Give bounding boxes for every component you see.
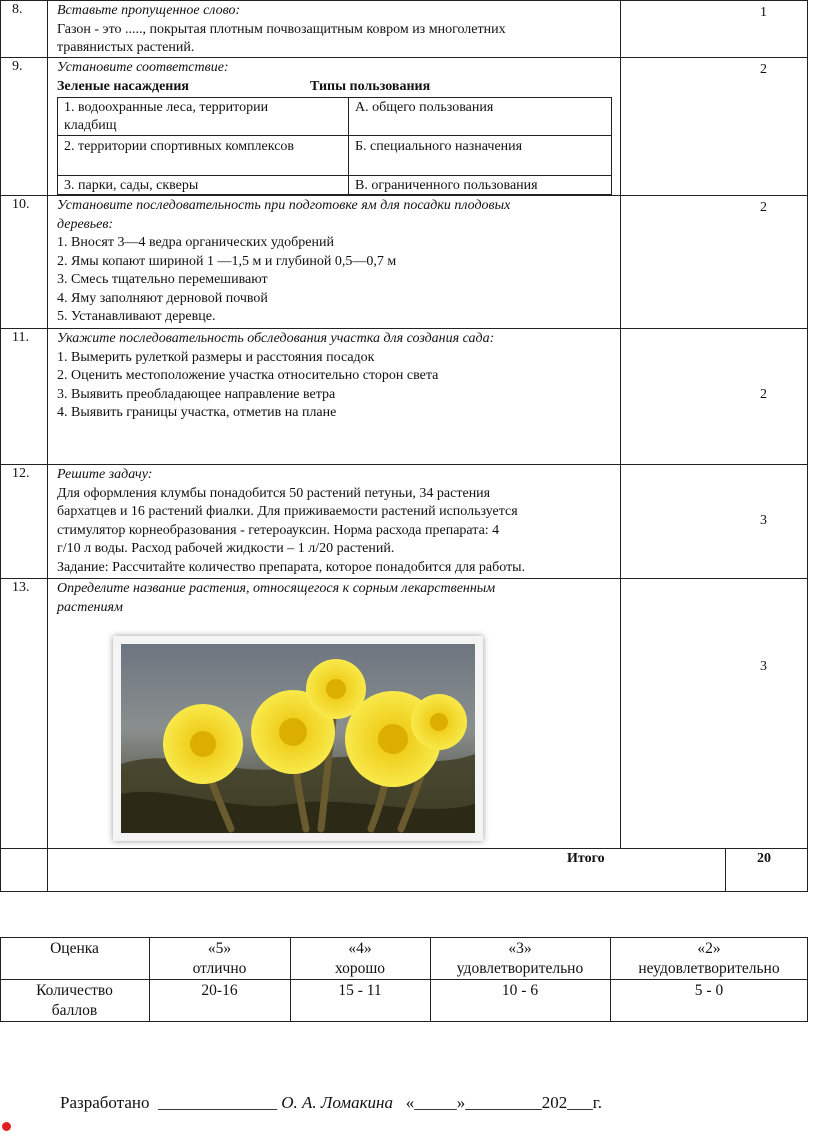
row-number: 9. [12, 59, 23, 74]
grade-mark-name: неудовлетворительно [638, 960, 780, 977]
matching-item-1 [64, 99, 344, 135]
table-border-content [620, 0, 621, 848]
task-line: Задание: Рассчитайте количество препарата, которое понадобится для работы. [57, 559, 526, 575]
table-row-11 [0, 328, 808, 465]
points-label: Количество [36, 982, 113, 999]
task-title: Вставьте пропущенное слово: [57, 3, 241, 18]
table-border-score [725, 848, 726, 891]
task-line: 4. Яму заполняют дерновой почвой [57, 290, 268, 306]
grade-mark: «2» [697, 940, 721, 957]
matching-item-3: 3. парки, сады, скверы [64, 178, 199, 193]
task-line: 2. Ямы копают шириной 1 —1,5 м и глубиной 0,5—0,7 м [57, 253, 397, 269]
task-title: Укажите последовательность обследования участка для создания сада: [57, 331, 495, 346]
task-line: г/10 л воды. Расход рабочей жидкости – 1 л/20 растений. [57, 541, 395, 556]
grade-mark-name: отлично [192, 960, 247, 977]
row-number: 8. [12, 2, 23, 17]
task-title: Установите соответствие: [57, 60, 229, 75]
matching-left-text: 1. водоохранные леса, территории [64, 100, 269, 115]
points-4: 15 - 11 [338, 982, 382, 999]
task-line: 3. Выявить преобладающее направление ветра [57, 386, 336, 402]
matching-left-header: Зеленые насаждения [57, 78, 189, 94]
task-line: Газон - это ....., покрытая плотным почвозащитным ковром из многолетних [57, 21, 506, 37]
grade-mark: «5» [207, 940, 232, 957]
row-score: 3 [760, 659, 767, 674]
row-number: 12. [12, 466, 30, 481]
task-title-cont: деревьев: [57, 216, 114, 232]
signature-blank: ______________ [157, 1093, 277, 1112]
matching-type-a: А. общего пользования [355, 100, 494, 115]
task-line: стимулятор корнеобразования - гетероауксин. Норма расхода препарата: 4 [57, 522, 500, 538]
table-row-8 [0, 0, 808, 58]
grading-table [0, 937, 808, 1022]
coltsfoot-flower-photo [113, 636, 483, 841]
task-line: 1. Вымерить рулеткой размеры и расстояния посадок [57, 349, 375, 365]
grade-mark: «4» [348, 940, 372, 957]
developed-by-label: Разработано [60, 1093, 150, 1112]
total-row [0, 848, 808, 892]
points-3: 10 - 6 [501, 982, 539, 999]
points-row-label [0, 981, 149, 1021]
matching-headers [57, 78, 617, 96]
matching-type-c: В. ограниченного пользования [355, 178, 538, 193]
total-value: 20 [757, 851, 771, 866]
row-score: 2 [760, 200, 767, 215]
points-5: 20-16 [201, 982, 238, 999]
row-score: 3 [760, 513, 767, 528]
task-line: 2. Оценить местоположение участка относительно сторон света [57, 368, 439, 383]
author-name: О. А. Ломакина [281, 1093, 393, 1112]
table-border-num [47, 0, 48, 891]
task-title: Решите задачу: [57, 467, 153, 482]
grade-header-label: Оценка [50, 940, 99, 957]
table-row-10 [0, 195, 808, 329]
task-title: Определите название растения, относящегося к сорным лекарственным [57, 581, 496, 596]
task-line: 5. Устанавливают деревце. [57, 309, 216, 324]
row-number: 11. [12, 330, 29, 345]
table-border-left [0, 0, 1, 891]
task-title-cont: растениям [57, 599, 123, 615]
row-content [57, 580, 617, 617]
points-2: 5 - 0 [694, 982, 724, 999]
task-line: Для оформления клумбы понадобится 50 растений петуньи, 34 растения [57, 485, 491, 501]
row-content [57, 466, 617, 577]
grade-mark-name: удовлетворительно [456, 960, 584, 977]
row-score: 1 [760, 5, 767, 20]
task-line: травянистых растений. [57, 40, 195, 55]
points-label-cont: баллов [51, 1002, 98, 1019]
row-score: 2 [760, 387, 767, 402]
task-title: Установите последовательность при подготовке ям для посадки плодовых [57, 198, 511, 213]
row-number: 13. [12, 580, 30, 595]
task-line: 4. Выявить границы участка, отметив на плане [57, 405, 337, 420]
row-content [57, 330, 617, 423]
grade-header-3 [430, 939, 610, 979]
matching-table [57, 97, 612, 195]
grade-header-5 [149, 939, 290, 979]
row-content [57, 197, 617, 327]
grade-header-2 [610, 939, 808, 979]
grade-header-4 [290, 939, 430, 979]
flower-image [121, 644, 475, 833]
row-content [57, 59, 617, 96]
matching-right-header: Типы пользования [310, 78, 431, 94]
date-field: «_____»_________202___г. [405, 1093, 603, 1112]
grade-mark-name: хорошо [334, 960, 386, 977]
total-label: Итого [567, 851, 605, 866]
row-number: 10. [12, 197, 30, 212]
matching-type-b: Б. специального назначения [355, 139, 523, 154]
row-score: 2 [760, 62, 767, 77]
row-content [57, 2, 617, 58]
task-line: бархатцев и 16 растений фиалки. Для приживаемости растений используется [57, 504, 518, 519]
matching-item-2: 2. территории спортивных комплексов [64, 139, 295, 154]
table-border-right [807, 0, 808, 891]
red-marker-dot [2, 1122, 11, 1131]
matching-left-text-cont: кладбищ [64, 118, 117, 133]
table-row-12 [0, 464, 808, 579]
task-line: 1. Вносят 3—4 ведра органических удобрений [57, 235, 334, 250]
author-signature-line [60, 1093, 602, 1113]
task-line: 3. Смесь тщательно перемешивают [57, 272, 268, 287]
grade-mark: «3» [508, 940, 532, 957]
